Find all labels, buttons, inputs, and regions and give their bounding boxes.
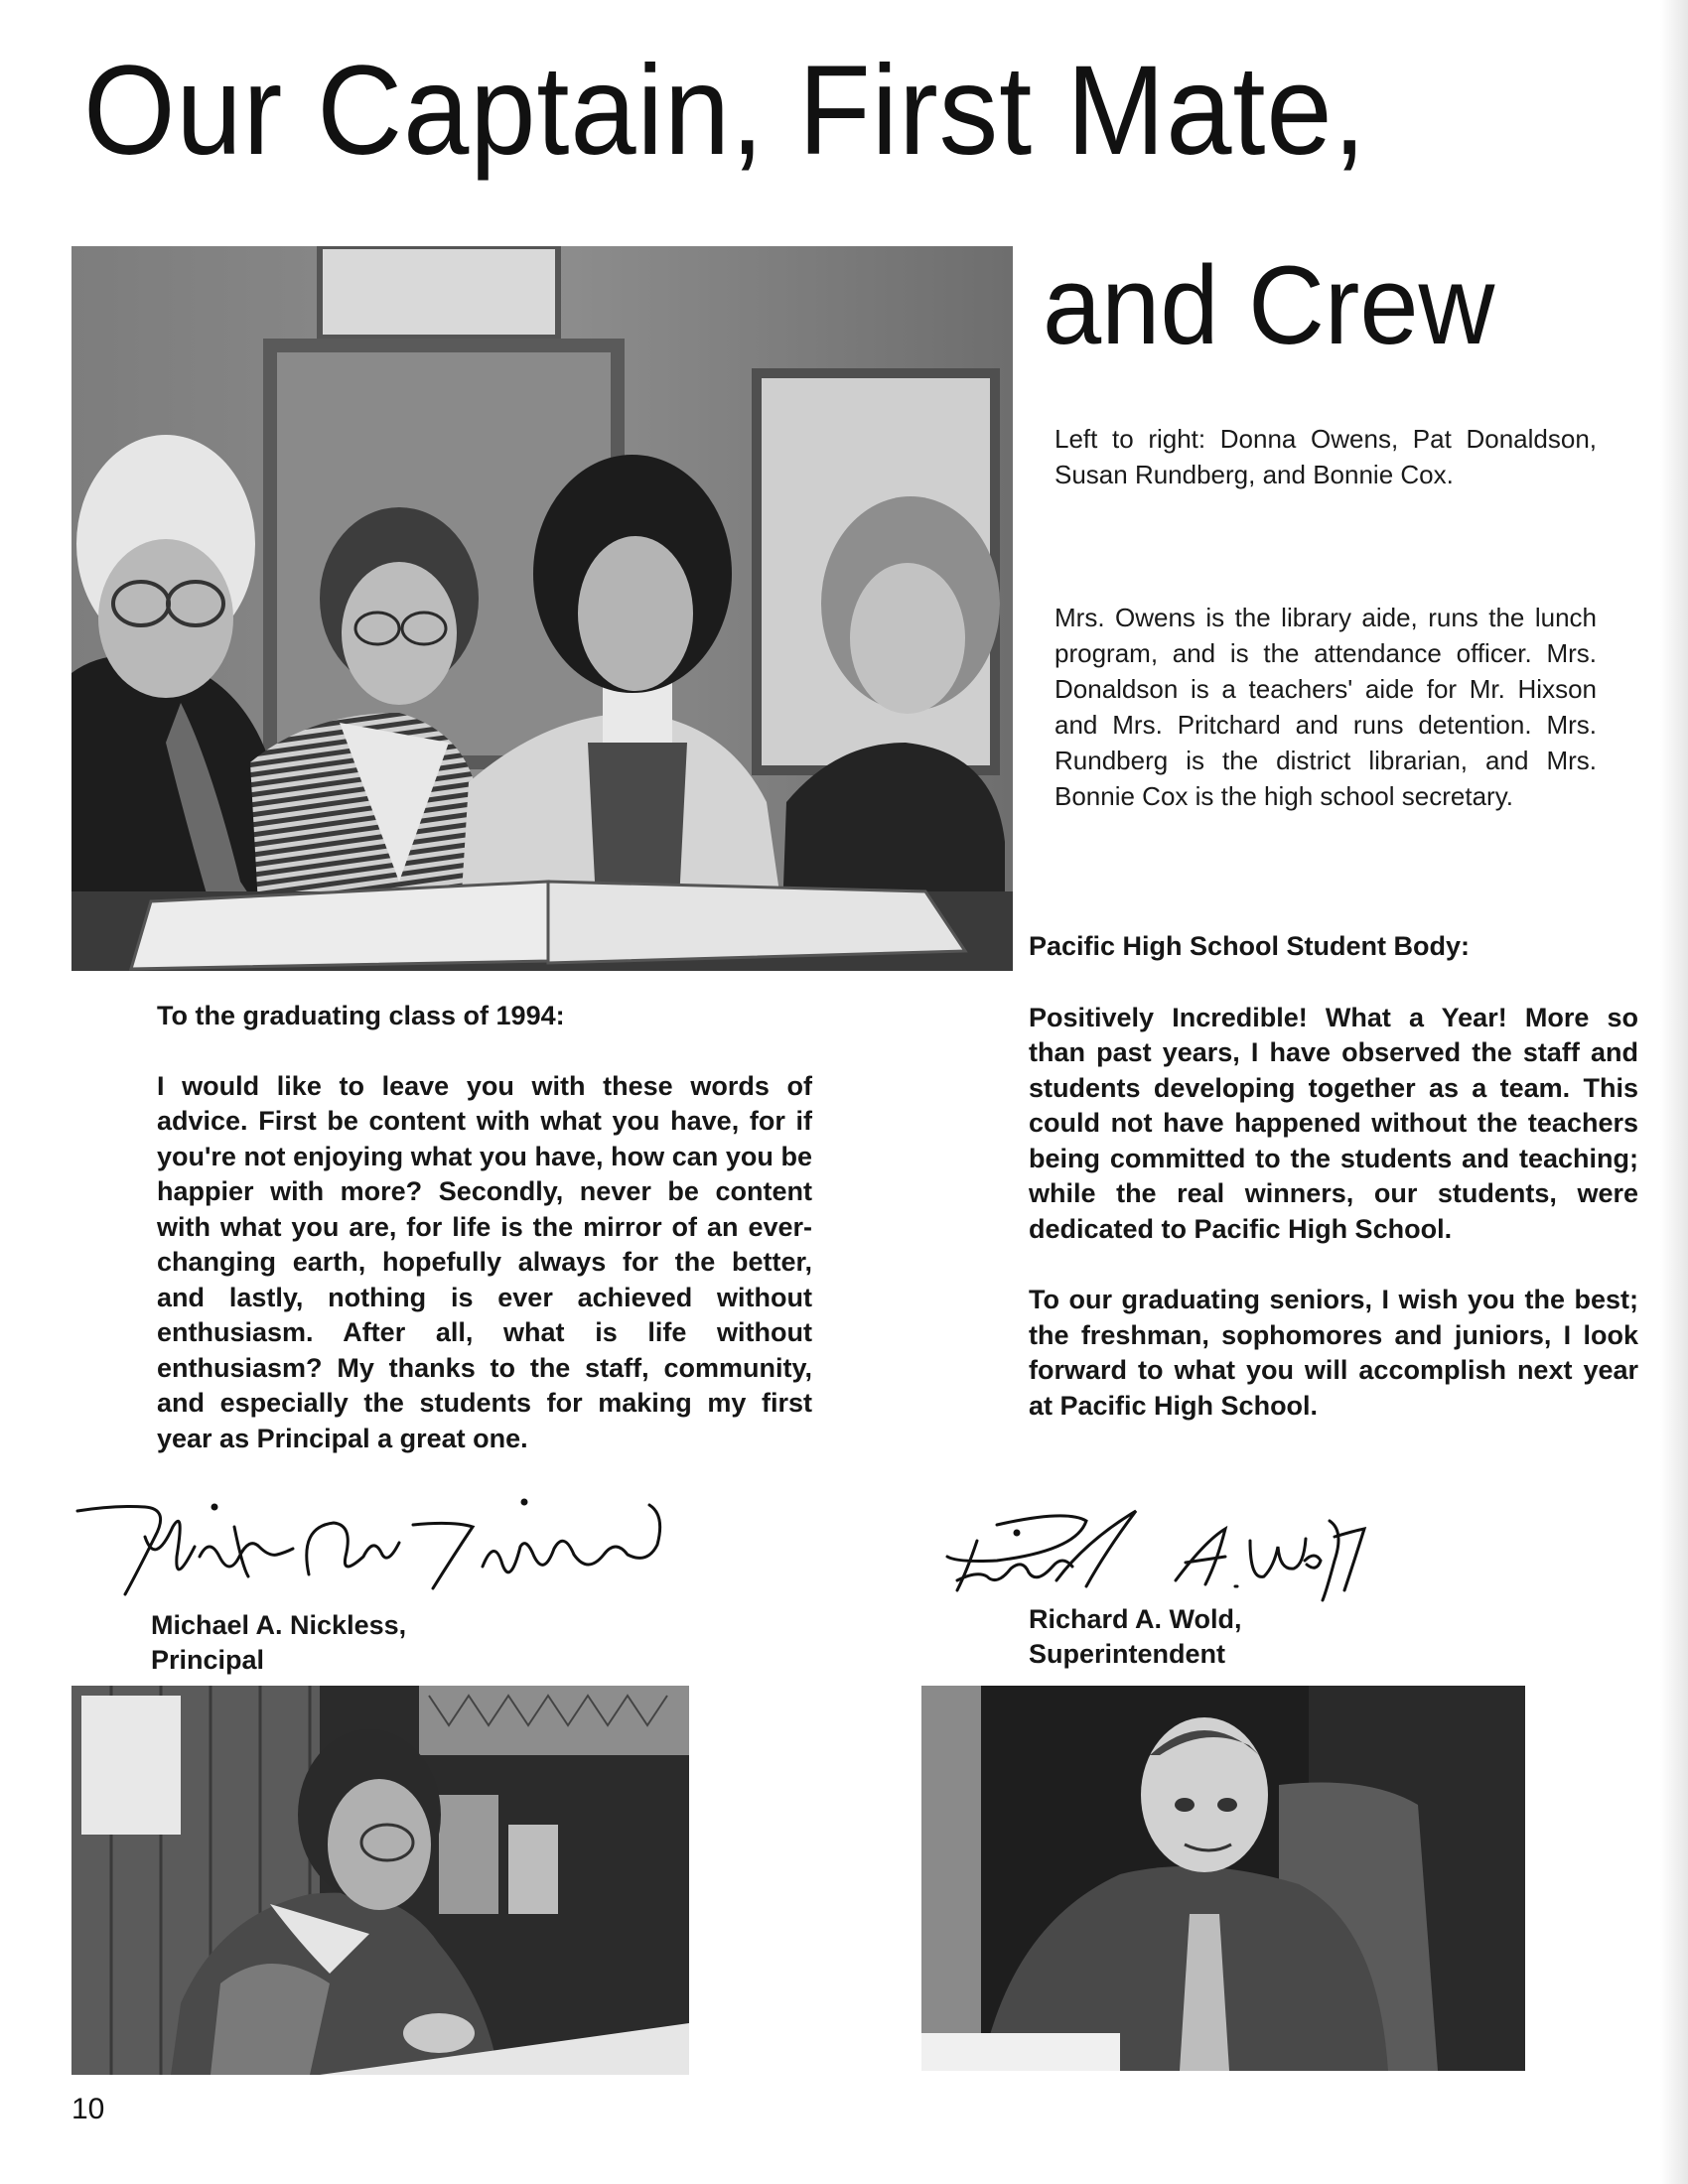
caption-description-text: Mrs. Owens is the library aide, runs the lunch program, and is the attendance officer. Mrs. Donaldson is a teachers' aide for Mr. Hixson and Mrs. Pritchard and runs detention. Mrs. Rundberg is the district librarian, and Mrs. Bonnie Cox is the high school secretary. — [1055, 603, 1597, 811]
principal-signer-name: Michael A. Nickless, — [151, 1610, 407, 1640]
staff-photo-caption-description — [1055, 600, 1597, 814]
principal-letter — [157, 999, 812, 1456]
superintendent-letter-greeting: Pacific High School Student Body: — [1029, 931, 1471, 961]
superintendent-signature — [937, 1501, 1414, 1610]
principal-photo — [71, 1686, 689, 2075]
superintendent-photo — [921, 1686, 1525, 2071]
superintendent-signer-title: Superintendent — [1029, 1639, 1226, 1669]
page-title-line-2: and Crew — [1043, 243, 1495, 367]
staff-group-photo — [71, 246, 1013, 971]
caption-names-text: Left to right: Donna Owens, Pat Donaldson, Susan Rundberg, and Bonnie Cox. — [1055, 424, 1597, 489]
page-edge-shadow — [1660, 0, 1688, 2184]
staff-photo-caption-names — [1055, 421, 1597, 492]
principal-signer-block — [151, 1608, 406, 1678]
superintendent-letter-paragraph-1: Positively Incredible! What a Year! More so than past years, I have observed the staff and students developing together as a team. This could not have happened without the teachers being committed to the students and teaching; while the real winners, our students, were dedicated to Pacific High School. — [1029, 1002, 1638, 1244]
page-title-line-1: Our Captain, First Mate, — [83, 40, 1367, 182]
page-number: 10 — [71, 2093, 105, 2125]
principal-letter-body: I would like to leave you with these words of advice. First be content with what you have, for if you're not enjoying what you have, how can you be happier with more? Secondly, never be content with what you are, for life is the mirror of an ever-changing earth, hopefully always for the better, and lastly, nothing is ever achieved without enthusiasm. After all, what is life without enthusiasm? My thanks to the staff, community, and especially the students for making my first year as Principal a great one. — [157, 1070, 812, 1453]
principal-signature — [75, 1497, 721, 1606]
superintendent-signer-block — [1029, 1602, 1242, 1672]
superintendent-signer-name: Richard A. Wold, — [1029, 1604, 1242, 1634]
superintendent-letter — [1029, 929, 1638, 1424]
principal-letter-greeting: To the graduating class of 1994: — [157, 1001, 565, 1030]
superintendent-letter-paragraph-2: To our graduating seniors, I wish you the best; the freshman, sophomores and juniors, I look forward to what you will accomplish next year at Pacific High School. — [1029, 1285, 1638, 1421]
principal-signer-title: Principal — [151, 1645, 265, 1675]
